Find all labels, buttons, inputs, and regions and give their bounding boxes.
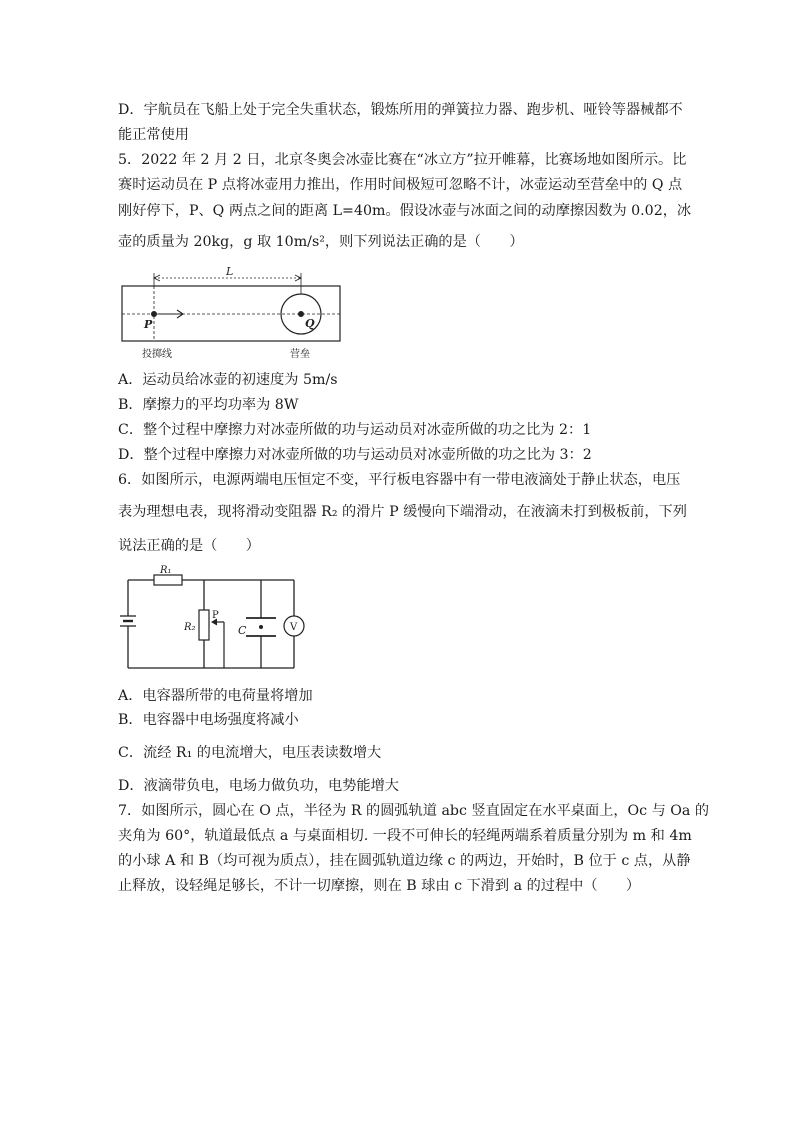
- q7-stem-line1: 7．如图所示，圆心在 O 点，半径为 R 的圆弧轨道 abc 竖直固定在水平桌面上，Oc 与 Oa 的: [118, 803, 710, 819]
- label-p: P: [144, 318, 153, 331]
- q7-stem-line3: 的小球 A 和 B（均可视为质点），挂在圆弧轨道边缘 c 的两边，开始时，B 位于 c 点，从静: [118, 853, 691, 869]
- curling-rink-figure: [118, 265, 348, 362]
- q5-option-a: A．运动员给冰壶的初速度为 5m/s: [118, 372, 338, 388]
- label-slider-p: P: [212, 610, 219, 621]
- q5-stem-line2: 赛时运动员在 P 点将冰壶用力推出，作用时间极短可忽略不计，冰壶运动至营垒中的 Q 点: [118, 177, 683, 193]
- q6-stem-line3: 说法正确的是（ ）: [118, 538, 260, 554]
- q4-option-d-line2: 能正常使用: [118, 127, 189, 143]
- label-r2: R₂: [184, 622, 196, 633]
- q6-stem-line2: 表为理想电表，现将滑动变阻器 R₂ 的滑片 P 缓慢向下端滑动，在液滴未打到极板前，下列: [118, 504, 687, 520]
- q5-option-b: B．摩擦力的平均功率为 8W: [118, 397, 299, 413]
- q5-option-d: D．整个过程中摩擦力对冰壶所做的功与运动员对冰壶所做的功之比为 3：2: [118, 447, 592, 463]
- resistor-r1: [154, 575, 182, 585]
- label-v: V: [290, 622, 298, 633]
- label-distance: L: [226, 265, 234, 278]
- curling-rink-svg: [118, 265, 348, 362]
- point-q: [298, 311, 304, 317]
- label-c: C: [238, 624, 247, 637]
- point-p: [151, 311, 157, 317]
- label-r1: R₁: [160, 565, 172, 576]
- q6-stem-line1: 6．如图所示，电源两端电压恒定不变，平行板电容器中有一带电液滴处于静止状态，电压: [118, 472, 681, 488]
- label-throw-line: 投掷线: [142, 349, 172, 360]
- charged-droplet: [259, 625, 263, 629]
- q6-option-a: A．电容器所带的电荷量将增加: [118, 688, 313, 704]
- q6-option-d: D．液滴带负电，电场力做负功，电势能增大: [118, 778, 399, 794]
- q6-option-b: B．电容器中电场强度将减小: [118, 712, 299, 728]
- q5-stem-line4: 壶的质量为 20kg，g 取 10m/s²，则下列说法正确的是（ ）: [118, 234, 524, 250]
- q5-option-c: C．整个过程中摩擦力对冰壶所做的功与运动员对冰壶所做的功之比为 2：1: [118, 422, 592, 438]
- q7-stem-line2: 夹角为 60°，轨道最低点 a 与桌面相切. 一段不可伸长的轻绳两端系着质量分别为 m 和 4m: [118, 828, 692, 844]
- q4-option-d-line1: D．宇航员在飞船上处于完全失重状态，锻炼所用的弹簧拉力器、跑步机、哑铃等器械都不: [118, 102, 683, 118]
- q6-option-c: C．流经 R₁ 的电流增大，电压表读数增大: [118, 745, 382, 761]
- circuit-figure: [118, 564, 318, 674]
- q7-stem-line4: 止释放，设轻绳足够长，不计一切摩擦，则在 B 球由 c 下滑到 a 的过程中（ ）: [118, 878, 641, 894]
- label-house: 营垒: [290, 349, 310, 360]
- label-q: Q: [305, 317, 315, 330]
- resistor-r2: [199, 610, 209, 640]
- q5-stem-line3: 刚好停下，P、Q 两点之间的距离 L=40m。假设冰壶与冰面之间的动摩擦因数为 0.02，冰: [118, 203, 692, 219]
- circuit-svg: [118, 564, 318, 674]
- q5-stem-line1: 5．2022 年 2 月 2 日，北京冬奥会冰壶比赛在“冰立方”拉开帷幕，比赛场地如图所示。比: [118, 152, 687, 168]
